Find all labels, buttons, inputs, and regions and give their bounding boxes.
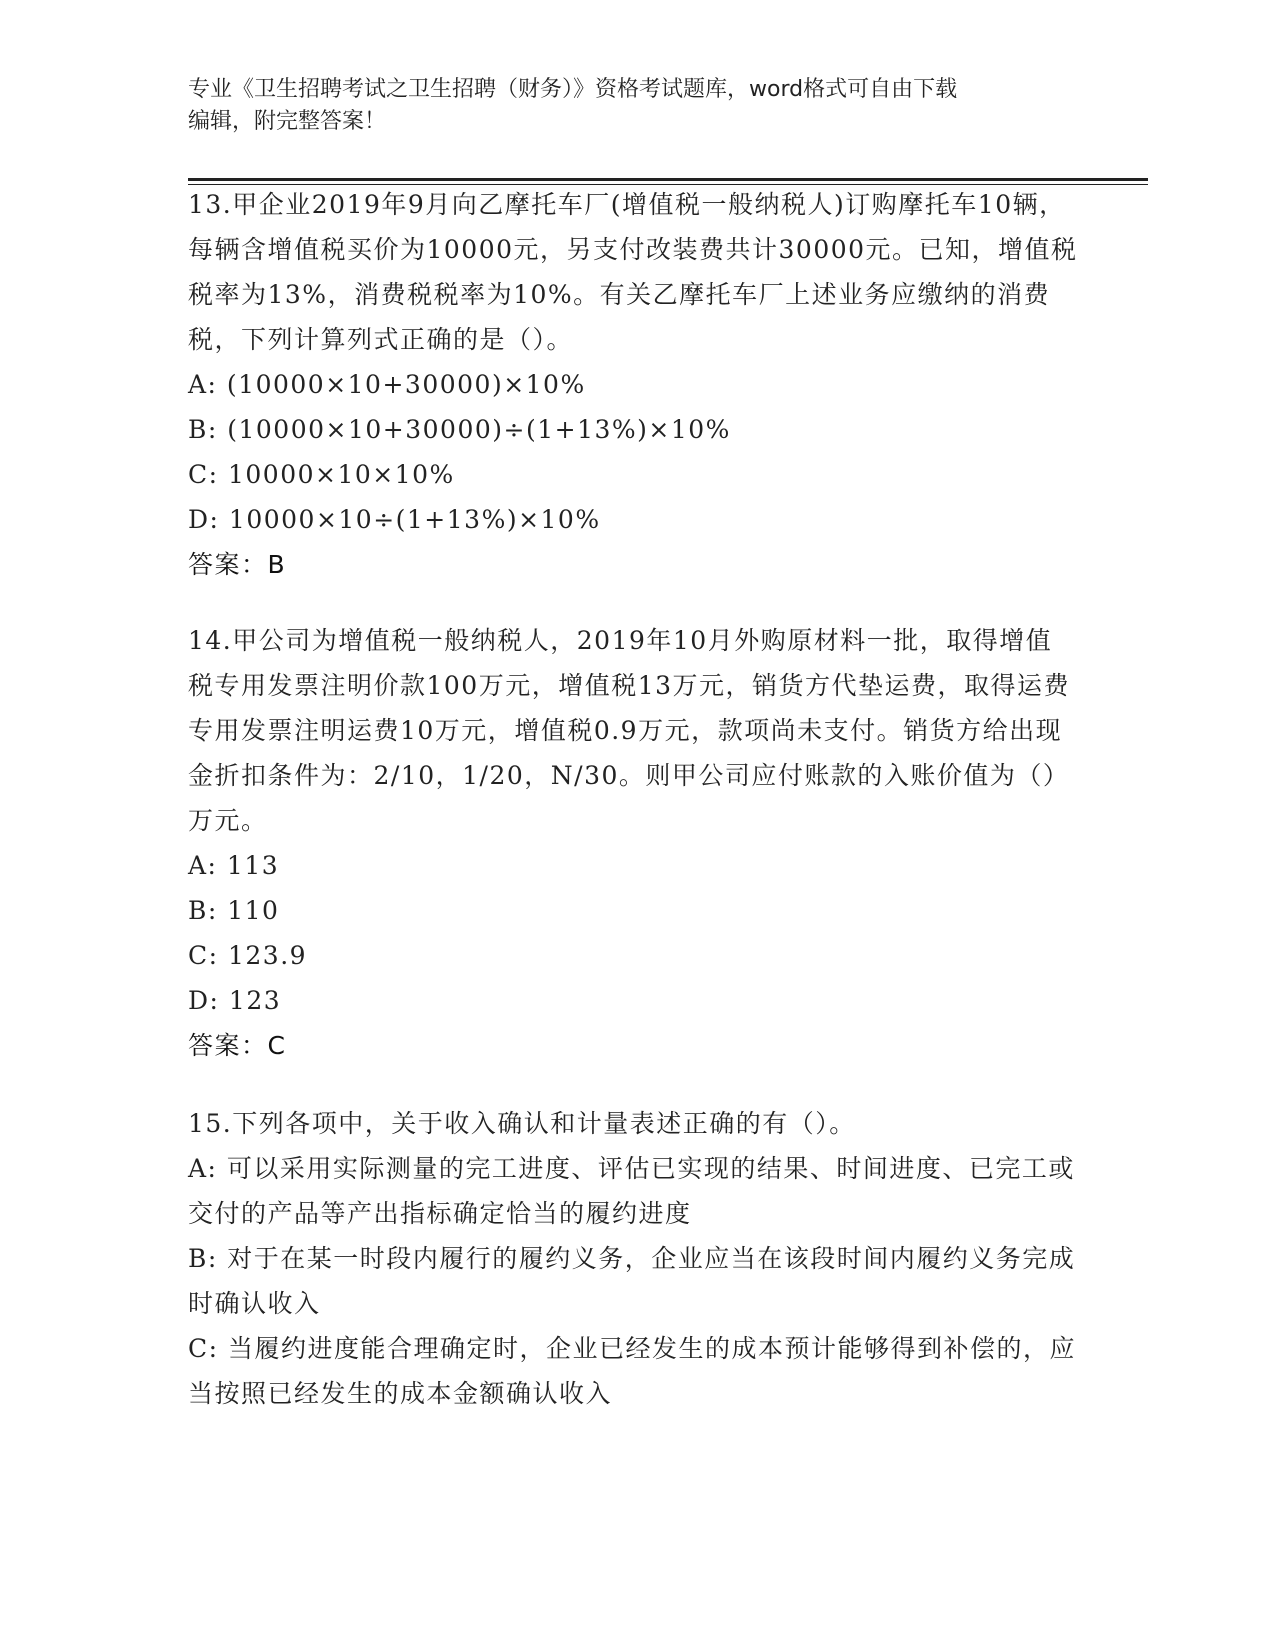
question-14 xyxy=(188,618,1078,1068)
question-text: 15.下列各项中，关于收入确认和计量表述正确的有（）。 xyxy=(188,1109,856,1138)
option-a: A: (10000×10+30000)×10% xyxy=(188,370,586,399)
question-13 xyxy=(188,182,1078,587)
question-text: 14.甲公司为增值税一般纳税人，2019年10月外购原材料一批，取得增值税专用发票注明价款100万元，增值税13万元，销货方代垫运费，取得运费专用发票注明运费10万元，增值税0.9万元，款项尚未支付。销货方给出现金折扣条件为：2/10，1/20，N/30。则甲公司应付账款的入账价值为（）万元。 xyxy=(188,626,1071,835)
option-d: D: 10000×10÷(1+13%)×10% xyxy=(188,505,601,534)
document-header xyxy=(188,74,1068,138)
header-line-1: 专业《卫生招聘考试之卫生招聘（财务）》资格考试题库，word格式可自由下载 xyxy=(188,77,958,102)
option-a: A: 113 xyxy=(188,851,280,880)
option-a: A: 可以采用实际测量的完工进度、评估已实现的结果、时间进度、已完工或交付的产品等产出指标确定恰当的履约进度 xyxy=(188,1154,1075,1228)
question-15 xyxy=(188,1101,1078,1416)
question-text: 13.甲企业2019年9月向乙摩托车厂(增值税一般纳税人)订购摩托车10辆，每辆含增值税买价为10000元，另支付改装费共计30000元。已知，增值税税率为13%，消费税税率为10%。有关乙摩托车厂上述业务应缴纳的消费税，下列计算列式正确的是（）。 xyxy=(188,190,1078,354)
answer: 答案：C xyxy=(188,1031,287,1060)
answer: 答案：B xyxy=(188,550,287,579)
option-d: D: 123 xyxy=(188,986,282,1015)
option-c: C: 当履约进度能合理确定时，企业已经发生的成本预计能够得到补偿的，应当按照已经发生的成本金额确认收入 xyxy=(188,1334,1077,1408)
option-b: B: (10000×10+30000)÷(1+13%)×10% xyxy=(188,415,731,444)
option-c: C: 10000×10×10% xyxy=(188,460,455,489)
option-c: C: 123.9 xyxy=(188,941,308,970)
header-divider-thick xyxy=(188,178,1148,181)
option-b: B: 对于在某一时段内履行的履约义务，企业应当在该段时间内履约义务完成时确认收入 xyxy=(188,1244,1076,1318)
option-b: B: 110 xyxy=(188,896,280,925)
header-line-2: 编辑，附完整答案！ xyxy=(188,109,387,134)
